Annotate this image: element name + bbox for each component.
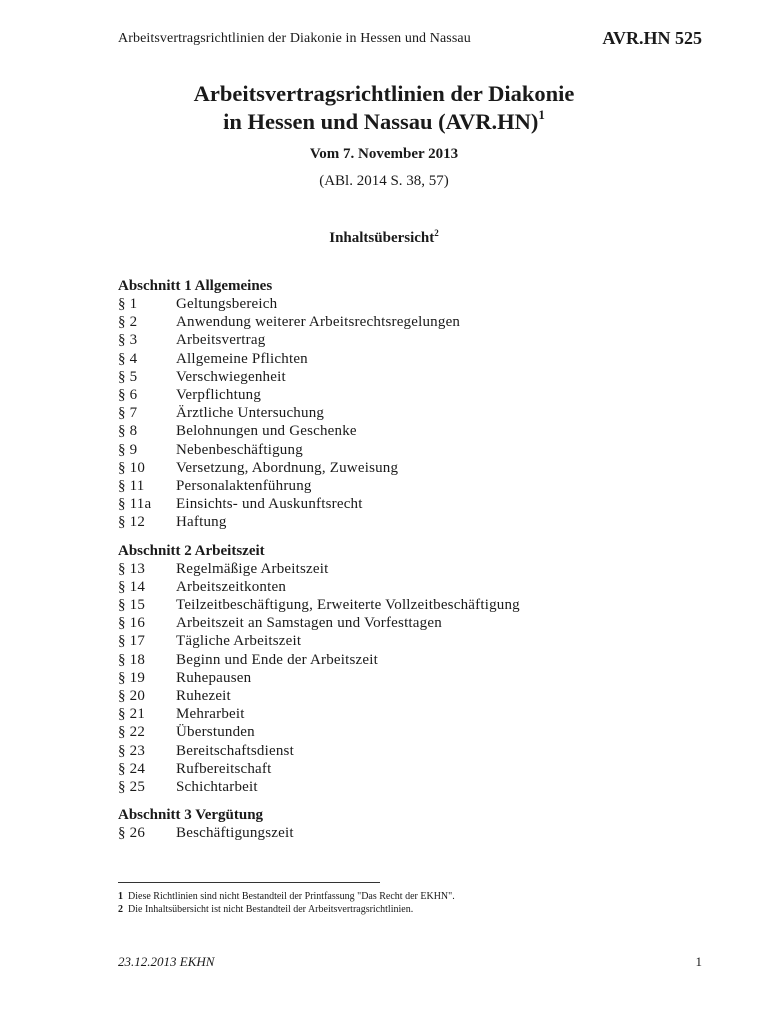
toc-entry-number: § 13 <box>118 560 146 577</box>
toc-entry-title: Versetzung, Abordnung, Zuweisung <box>176 459 399 476</box>
toc-entry-title: Rufbereitschaft <box>176 760 272 777</box>
toc-entry-number: § 26 <box>118 825 146 842</box>
title-block <box>0 80 768 190</box>
toc-entry-number: § 16 <box>118 615 146 632</box>
toc-entry-number: § 2 <box>118 314 138 331</box>
footnote-ref-2[interactable]: 2 <box>434 228 439 238</box>
toc-entry-title: Haftung <box>176 514 227 531</box>
document-title-line-2 <box>0 108 768 136</box>
toc-entry[interactable] <box>118 651 678 669</box>
toc-entry-title: Allgemeine Pflichten <box>176 350 308 367</box>
document-code: AVR.HN 525 <box>602 28 702 48</box>
toc-entry-number: § 11 <box>118 478 145 495</box>
toc-entry-number: § 24 <box>118 760 146 777</box>
toc-entry[interactable] <box>118 295 678 313</box>
toc-entry-number: § 21 <box>118 706 146 723</box>
toc-entry-number: § 1 <box>118 296 138 312</box>
toc-entry[interactable] <box>118 495 678 513</box>
table-of-contents <box>118 277 678 842</box>
toc-entry[interactable] <box>118 441 678 459</box>
toc-entry[interactable] <box>118 331 678 349</box>
toc-entry[interactable] <box>118 705 678 723</box>
toc-entry[interactable] <box>118 596 678 614</box>
toc-entry-number: § 18 <box>118 651 146 668</box>
toc-entry-title: Verschwiegenheit <box>176 368 286 385</box>
toc-entry[interactable] <box>118 404 678 422</box>
document-date: Vom 7. November 2013 <box>309 146 459 162</box>
toc-entry[interactable] <box>118 386 678 404</box>
running-title: Arbeitsvertragsrichtlinien der Diakonie in Hessen und Nassau <box>118 31 471 46</box>
toc-entry-title: Einsichts- und Auskunftsrecht <box>176 496 363 513</box>
toc-section <box>118 542 678 797</box>
toc-entry-number: § 8 <box>118 423 138 440</box>
toc-entry[interactable] <box>118 422 678 440</box>
toc-entry-number: § 23 <box>118 742 146 759</box>
toc-entry-title: Arbeitszeit an Samstagen und Vorfesttagen <box>176 615 442 632</box>
toc-entry-title: Personalaktenführung <box>176 478 312 495</box>
toc-entry-number: § 17 <box>118 633 146 650</box>
toc-section-title[interactable]: Abschnitt 3 Vergütung <box>118 807 264 824</box>
toc-entry-number: § 20 <box>118 688 146 705</box>
toc-entry-title: Arbeitsvertrag <box>176 332 266 349</box>
toc-entry[interactable] <box>118 760 678 778</box>
toc-entry-title: Regelmäßige Arbeitszeit <box>176 560 329 577</box>
toc-heading <box>0 230 768 247</box>
footer-date-source: 23.12.2013 EKHN <box>118 954 215 969</box>
toc-entry[interactable] <box>118 350 678 368</box>
document-title-line-2-text: in Hessen und Nassau (AVR.HN) <box>223 109 539 134</box>
document-source: (ABl. 2014 S. 38, 57) <box>319 173 449 189</box>
toc-entry-number: § 11a <box>118 496 152 513</box>
footnote <box>118 890 698 903</box>
footnote-ref-1[interactable]: 1 <box>538 106 545 122</box>
toc-entry[interactable] <box>118 742 678 760</box>
toc-entry-number: § 14 <box>118 578 146 595</box>
toc-entry[interactable] <box>118 778 678 796</box>
toc-section <box>118 277 678 532</box>
toc-entry-title: Beschäftigungszeit <box>176 825 294 842</box>
toc-entry-number: § 19 <box>118 669 146 686</box>
toc-entry-title: Tägliche Arbeitszeit <box>176 633 302 650</box>
toc-entry[interactable] <box>118 313 678 331</box>
toc-entry-title: Bereitschaftsdienst <box>176 742 294 759</box>
toc-entry-title: Beginn und Ende der Arbeitszeit <box>176 651 378 668</box>
toc-heading-text: Inhaltsübersicht <box>329 230 435 246</box>
toc-entry-title: Teilzeitbeschäftigung, Erweiterte Vollzeitbeschäftigung <box>176 597 520 614</box>
toc-entry-number: § 7 <box>118 405 138 422</box>
toc-entry[interactable] <box>118 614 678 632</box>
toc-entry-title: Nebenbeschäftigung <box>176 441 303 458</box>
toc-section-title[interactable]: Abschnitt 2 Arbeitszeit <box>118 542 265 559</box>
toc-entry-title: Überstunden <box>176 724 255 741</box>
toc-entry-number: § 5 <box>118 368 138 385</box>
footnote-text: Die Inhaltsübersicht ist nicht Bestandteil der Arbeitsvertragsrichtlinien. <box>128 904 414 915</box>
footnote-number: 2 <box>118 904 123 915</box>
toc-entry[interactable] <box>118 687 678 705</box>
toc-section <box>118 806 678 842</box>
toc-entry-number: § 12 <box>118 514 146 531</box>
toc-entry-title: Arbeitszeitkonten <box>176 578 287 595</box>
toc-entry[interactable] <box>118 459 678 477</box>
toc-entry[interactable] <box>118 513 678 531</box>
toc-entry-number: § 4 <box>118 350 138 367</box>
toc-entry[interactable] <box>118 477 678 495</box>
toc-entry[interactable] <box>118 560 678 578</box>
footnote-text: Diese Richtlinien sind nicht Bestandteil der Printfassung "Das Recht der EKHN". <box>128 891 455 902</box>
toc-entry-number: § 22 <box>118 724 146 741</box>
toc-entry[interactable] <box>118 723 678 741</box>
page-number: 1 <box>695 954 702 969</box>
toc-entry-title: Ruhepausen <box>176 669 252 686</box>
toc-entry-number: § 3 <box>118 332 138 349</box>
toc-entry-title: Ärztliche Untersuchung <box>176 405 325 422</box>
footnote-number: 1 <box>118 891 123 902</box>
toc-entry[interactable] <box>118 824 678 842</box>
footnote-divider <box>118 882 380 883</box>
toc-entry-title: Anwendung weiterer Arbeitsrechtsregelungen <box>176 314 461 331</box>
toc-entry-number: § 6 <box>118 387 138 404</box>
toc-entry[interactable] <box>118 368 678 386</box>
toc-entry-number: § 15 <box>118 597 146 614</box>
toc-entry-title: Ruhezeit <box>176 688 231 705</box>
toc-section-title[interactable]: Abschnitt 1 Allgemeines <box>118 278 273 294</box>
running-header <box>118 28 702 50</box>
toc-entry[interactable] <box>118 578 678 596</box>
toc-entry[interactable] <box>118 632 678 650</box>
toc-entry-title: Mehrarbeit <box>176 706 245 723</box>
toc-entry-title: Belohnungen und Geschenke <box>176 423 357 440</box>
toc-entry-number: § 25 <box>118 779 146 796</box>
toc-entry-title: Schichtarbeit <box>176 779 258 796</box>
document-title-line-1: Arbeitsvertragsrichtlinien der Diakonie <box>193 81 575 106</box>
toc-entry-title: Geltungsbereich <box>176 296 278 312</box>
toc-entry-number: § 10 <box>118 459 146 476</box>
footnotes <box>118 890 698 916</box>
toc-entry-number: § 9 <box>118 441 138 458</box>
page-footer <box>118 954 702 972</box>
toc-entry-title: Verpflichtung <box>176 387 262 404</box>
footnote <box>118 903 698 916</box>
toc-entry[interactable] <box>118 669 678 687</box>
